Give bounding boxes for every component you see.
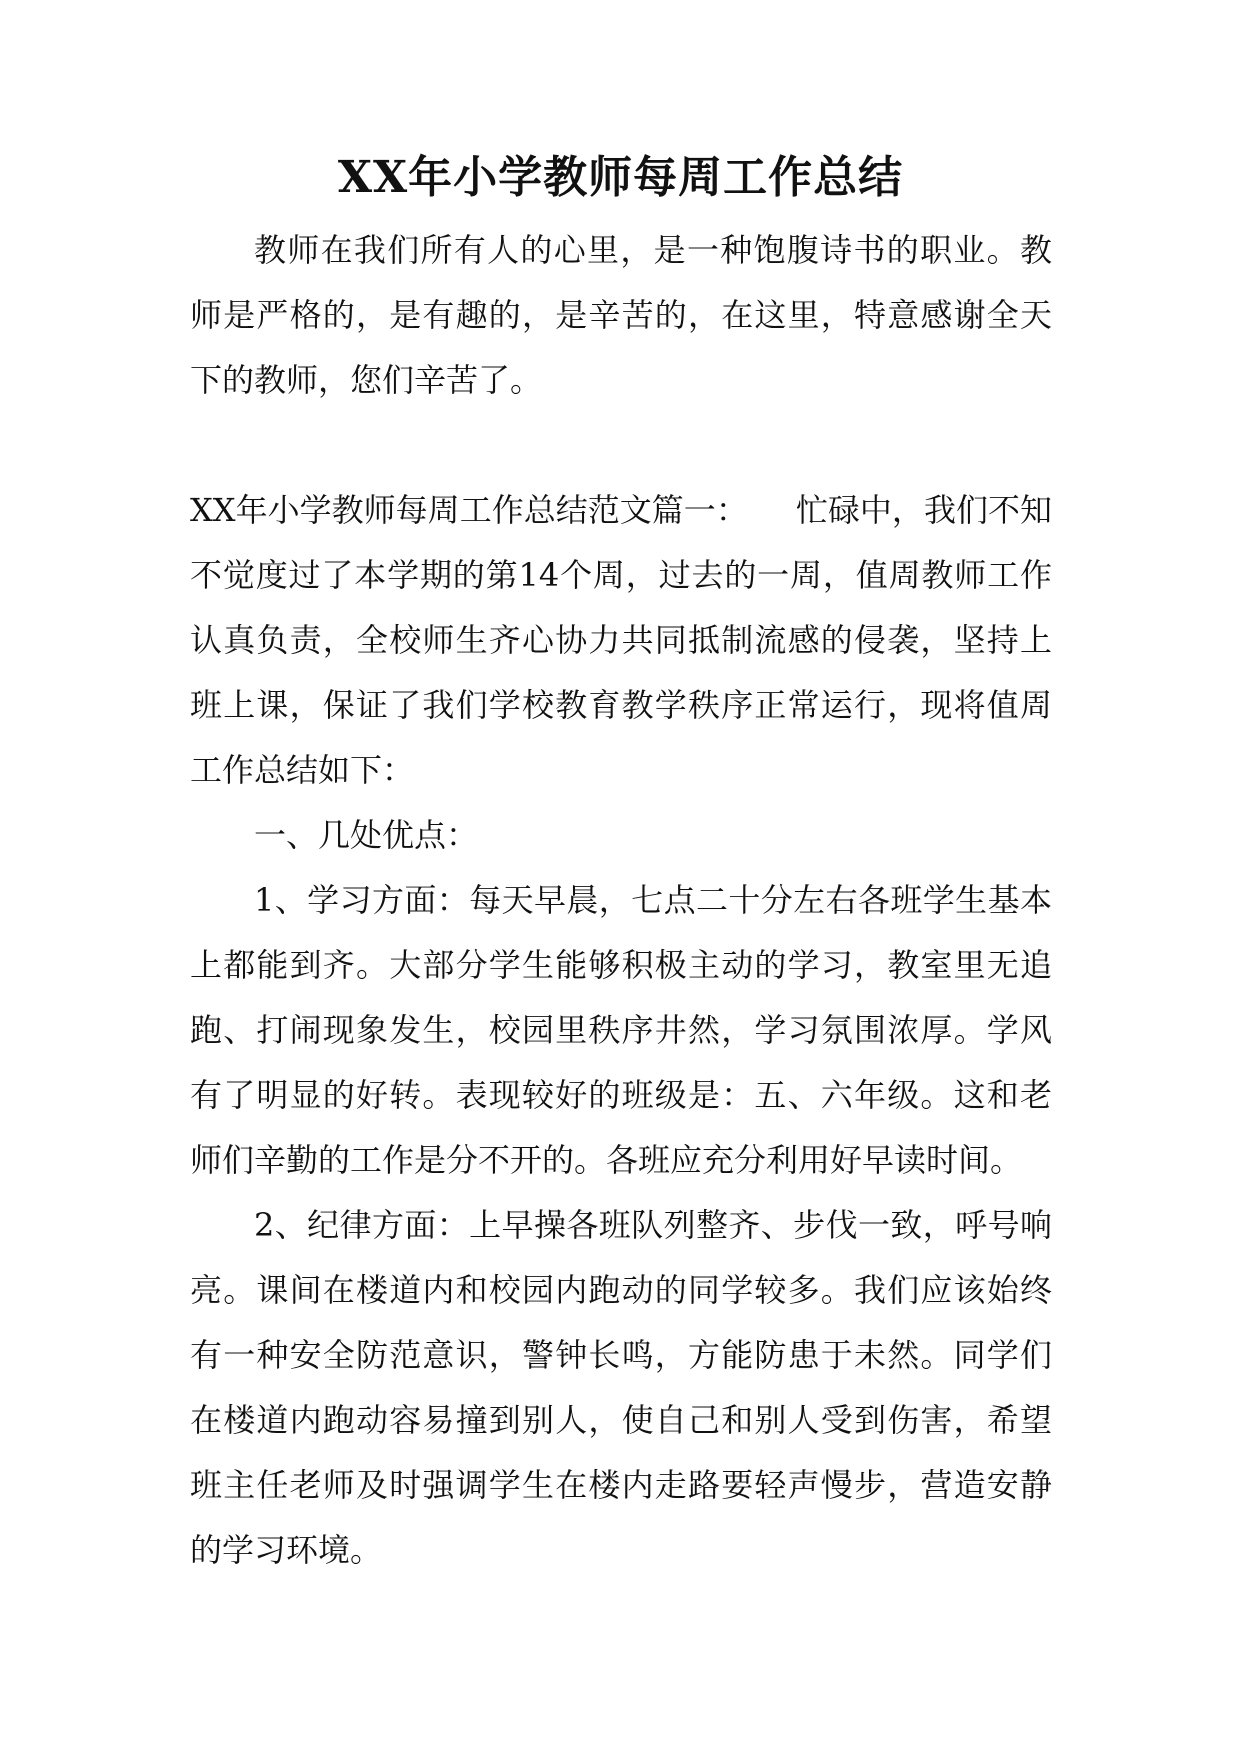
section-heading: 一、几处优点： <box>254 816 479 854</box>
article-paragraph <box>190 478 1052 803</box>
point-study: 1、学习方面：每天早晨，七点二十分左右各班学生基本上都能到齐。大部分学生能够积极主动的学习，教室里无追跑、打闹现象发生，校园里秩序井然，学习氛围浓厚。学风有了明显的好转。表现较好的班级是：五、六年级。这和老师们辛勤的工作是分不开的。各班应充分利用好早读时间。 <box>190 881 1052 1179</box>
article-heading: XX年小学教师每周工作总结范文篇一： <box>190 491 732 529</box>
intro-paragraph: 教师在我们所有人的心里，是一种饱腹诗书的职业。教师是严格的，是有趣的，是辛苦的，在这里，特意感谢全天下的教师，您们辛苦了。 <box>190 231 1052 399</box>
point-discipline: 2、纪律方面：上早操各班队列整齐、步伐一致，呼号响亮。课间在楼道内和校园内跑动的同学较多。我们应该始终有一种安全防范意识，警钟长鸣，方能防患于未然。同学们在楼道内跑动容易撞到别人，使自己和别人受到伤害，希望班主任老师及时强调学生在楼内走路要轻声慢步，营造安静的学习环境。 <box>190 1206 1052 1569</box>
document-title: XX年小学教师每周工作总结 <box>337 152 904 203</box>
article-opening: 忙碌中，我们不知不觉度过了本学期的第14个周，过去的一周，值周教师工作认真负责，全校师生齐心协力共同抵制流感的侵袭，坚持上班上课，保证了我们学校教育教学秩序正常运行，现将值周工作总结如下： <box>190 491 1052 789</box>
paragraph-spacer <box>190 413 1052 478</box>
document-body <box>190 218 1052 1583</box>
